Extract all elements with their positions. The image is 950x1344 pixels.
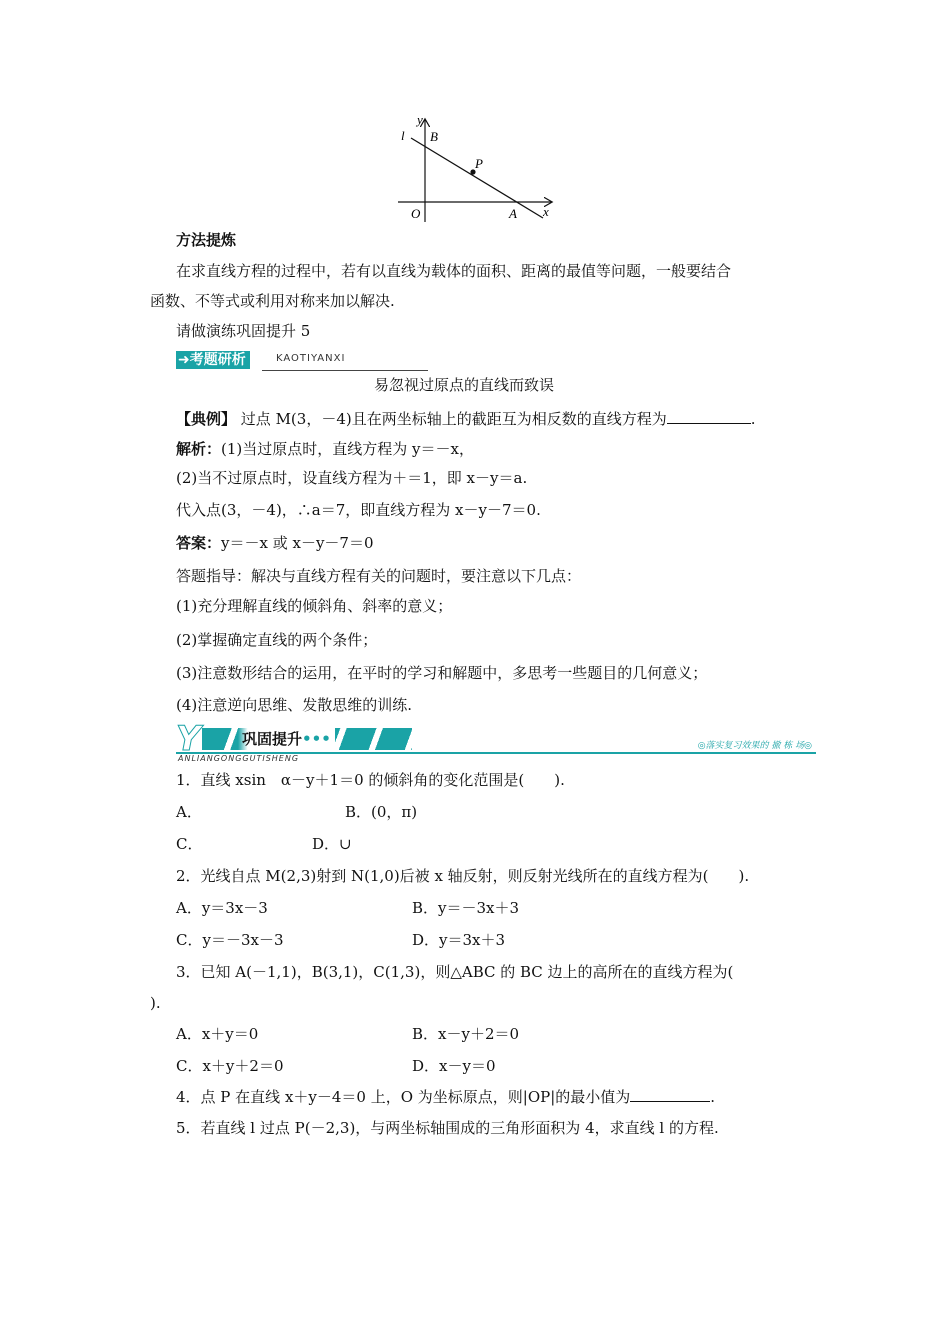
banner-title: ➜考题研析 <box>176 351 250 369</box>
guide-item: (4)注意逆向思维、发散思维的训练. <box>176 696 413 714</box>
example-tag: 【典例】 <box>176 410 237 428</box>
label-o: O <box>411 206 421 221</box>
question-1-option-b: B．(0，π) <box>345 803 418 821</box>
question-4: 4．点 P 在直线 x＋y－4＝0 上，O 为坐标原点，则|OP|的最小值为 . <box>176 1088 716 1106</box>
answer-blank <box>630 1087 710 1102</box>
method-line-2: 函数、不等式或利用对称来加以解决. <box>150 292 395 310</box>
label-b: B <box>430 129 438 144</box>
example-question: 【典例】 过点 M(3，－4)且在两坐标轴上的截距互为相反数的直线方程为 . <box>176 410 756 428</box>
guide-item: (3)注意数形结合的运用，在平时的学习和解题中，多思考一些题目的几何意义； <box>176 664 708 682</box>
guide-item: (1)充分理解直线的倾斜角、斜率的意义； <box>176 597 453 615</box>
section-subtitle: 易忽视过原点的直线而致误 <box>374 376 555 394</box>
question-2-option-d: D．y＝3x＋3 <box>412 931 506 949</box>
label-y: y <box>417 112 423 127</box>
banner-right-note: ◎落实复习效果的 撤 栋 场◎ <box>697 741 812 751</box>
section-banner-gonggu <box>176 719 816 763</box>
solution-line-1: 解析：(1)当过原点时，直线方程为 y＝－x， <box>176 440 474 458</box>
answer-label: 答案： <box>176 534 222 552</box>
banner-letter: Y <box>176 719 201 759</box>
banner-en: ANLIANGONGGUTISHENG <box>178 754 300 763</box>
answer-blank <box>667 409 751 424</box>
solution-line-2: (2)当不过原点时，设直线方程为＋＝1，即 x－y＝a. <box>176 469 528 487</box>
guide-item: (2)掌握确定直线的两个条件； <box>176 631 378 649</box>
question-1-option-a: A． <box>176 803 202 821</box>
label-a: A <box>509 206 517 221</box>
method-heading: 方法提炼 <box>176 231 237 249</box>
coordinate-figure <box>393 110 563 230</box>
question-2-option-b: B．y＝－3x＋3 <box>412 899 520 917</box>
answer-line: 答案：y＝－x 或 x－y－7＝0 <box>176 534 374 552</box>
label-p: P <box>475 156 483 171</box>
label-l: l <box>401 128 405 143</box>
question-1-option-c: C． <box>176 835 203 853</box>
question-3-option-a: A．x＋y＝0 <box>176 1025 259 1043</box>
question-3-option-c: C．x＋y＋2＝0 <box>176 1057 284 1075</box>
question-3-stem-end: ). <box>150 994 161 1012</box>
example-text: 过点 M(3，－4)且在两坐标轴上的截距互为相反数的直线方程为 <box>240 410 667 428</box>
question-2-stem: 2．光线自点 M(2,3)射到 N(1,0)后被 x 轴反射，则反射光线所在的直线方程为( ). <box>176 867 750 885</box>
banner-title: 巩固提升••• <box>238 728 335 750</box>
solution-label: 解析： <box>176 440 222 458</box>
question-3-stem: 3．已知 A(－1,1)，B(3,1)，C(1,3)，则△ABC 的 BC 边上的高所在的直线方程为( <box>176 963 734 981</box>
question-1-stem: 1．直线 xsin α－y＋1＝0 的倾斜角的变化范围是( ). <box>176 771 565 789</box>
section-banner-kaoti <box>176 349 428 371</box>
guide-intro: 答题指导：解决与直线方程有关的问题时，要注意以下几点： <box>176 567 582 585</box>
solution-line-3: 代入点(3，－4)，∴a＝7，即直线方程为 x－y－7＝0. <box>176 501 541 519</box>
banner-en: KAOTIYANXI <box>276 353 346 364</box>
line-l <box>411 138 543 218</box>
question-5: 5．若直线 l 过点 P(－2,3)，与两坐标轴围成的三角形面积为 4，求直线 l 的方程. <box>176 1119 719 1137</box>
question-2-option-c: C．y＝－3x－3 <box>176 931 284 949</box>
method-line-1: 在求直线方程的过程中，若有以直线为载体的面积、距离的最值等问题，一般要结合 <box>176 262 732 280</box>
question-3-option-d: D．x－y＝0 <box>412 1057 496 1075</box>
practice-note: 请做演练巩固提升 5 <box>176 322 311 340</box>
question-1-option-d: D．∪ <box>312 835 352 853</box>
question-3-option-b: B．x－y＋2＝0 <box>412 1025 520 1043</box>
question-2-option-a: A．y＝3x－3 <box>176 899 268 917</box>
label-x: x <box>543 204 549 219</box>
